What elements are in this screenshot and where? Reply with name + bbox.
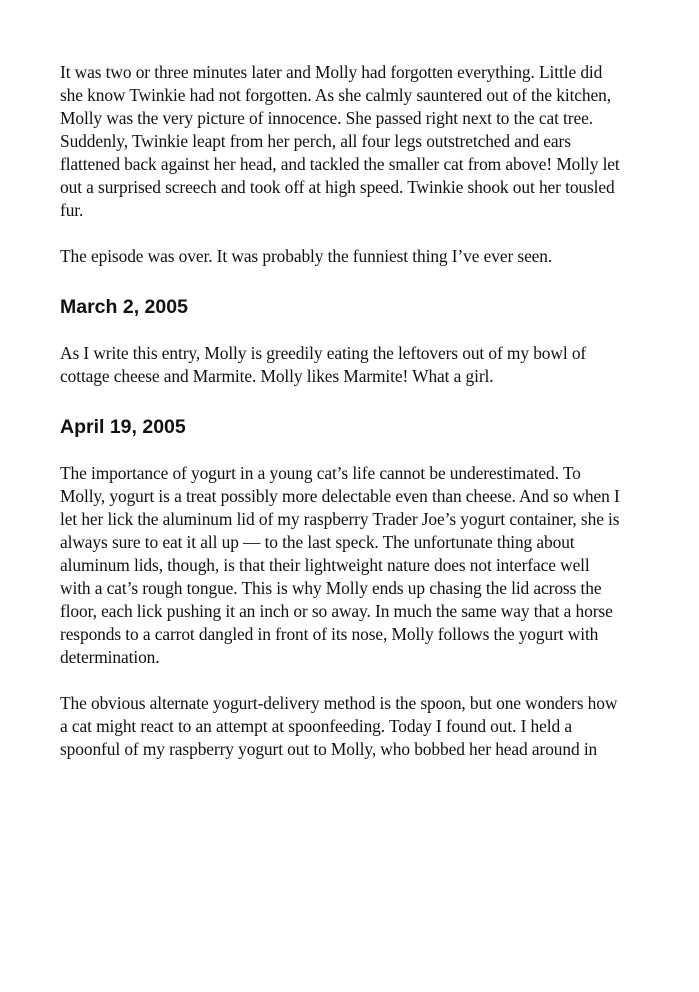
page-content [60,61,620,761]
paragraph-episode-over: The episode was over. It was probably the funniest thing I’ve ever seen. [60,246,553,266]
paragraph-marmite: As I write this entry, Molly is greedily eating the leftovers out of my bowl of cottage cheese and Marmite. Molly likes Marmite! What a girl. [60,343,587,386]
entry-heading-march-2: March 2, 2005 [60,296,188,318]
paragraph-spoonfeeding: The obvious alternate yogurt-delivery method is the spoon, but one wonders how a cat might react to an attempt at spoonfeeding. Today I found out. I held a spoonful of my raspberry yogurt out to Molly, who bobbed her head around in [60,693,618,759]
entry-heading-april-19: April 19, 2005 [60,416,186,438]
paragraph-yogurt-lid: The importance of yogurt in a young cat’s life cannot be underestimated. To Molly, yogurt is a treat possibly more delectable even than cheese. And so when I let her lick the aluminum lid of my raspberry Trader Joe’s yogurt container, she is always sure to eat it all up — to the last speck. The unfortunate thing about aluminum lids, though, is that their lightweight nature does not interface well with a cat’s rough tongue. This is why Molly ends up chasing the lid across the floor, each lick pushing it an inch or so away. In much the same way that a horse responds to a carrot dangled in front of its nose, Molly follows the yogurt with determination. [60,463,620,667]
paragraph-twinkie-tackle: It was two or three minutes later and Molly had forgotten everything. Little did she know Twinkie had not forgotten. As she calmly sauntered out of the kitchen, Molly was the very picture of innocence. She passed right next to the cat tree. Suddenly, Twinkie leapt from her perch, all four legs outstretched and ears flattened back against her head, and tackled the smaller cat from above! Molly let out a surprised screech and took off at high speed. Twinkie shook out her tousled fur. [60,62,620,220]
